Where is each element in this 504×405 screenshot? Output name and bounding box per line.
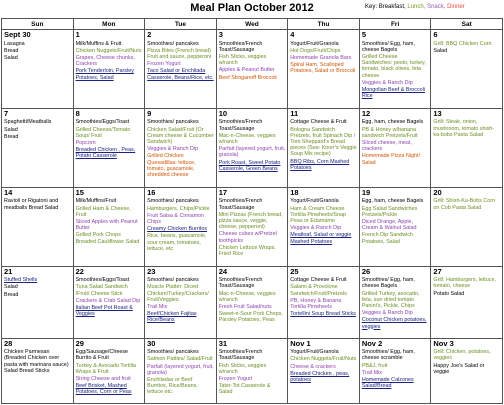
meal-entry: Chicken Lettuce Wraps, Fried Rice	[218, 244, 276, 257]
meal-entry: Grilled Pork Chops Breaded Cauliflower Salad	[75, 232, 140, 245]
day-cell	[73, 187, 145, 266]
meal-entry: Smoothies/ Egg, ham, cheese Bagels	[361, 277, 415, 290]
meal-entry: Chicken Nuggets/Fruit/Nuts	[75, 47, 142, 54]
weekday-wed: Wed	[216, 19, 288, 30]
meal-entry: Smoothies/Eggs/Toast	[75, 119, 130, 126]
meal-entry: Smoothies/French Toast/Sausage	[218, 277, 263, 290]
day-cell	[145, 266, 217, 338]
day-number: 21	[4, 266, 13, 276]
meal-entry: Smoothies/ pancakes	[147, 119, 199, 126]
meal-entry: Cheese & crackers	[290, 363, 336, 370]
meal-entry: Trail Mix	[147, 303, 168, 310]
day-number: 1	[75, 30, 80, 39]
day-number: 17	[218, 187, 228, 197]
day-cell	[2, 187, 74, 266]
meal-entry: Yogurt/Fruit/Granola	[290, 40, 339, 47]
day-cell	[288, 108, 360, 187]
meal-entry: Grill: BBQ Chicken Corn	[433, 40, 492, 47]
meal-entry: Grapes, Cheese chunks, Crackers	[75, 55, 135, 68]
day-cell	[216, 187, 288, 266]
meal-entry[interactable]: Breaded Chicken , peas, potatoes	[290, 370, 350, 384]
day-cell	[2, 266, 74, 338]
day-cell	[288, 338, 360, 403]
meal-entry[interactable]: Pork Tenderloin, Parsley Potatoes, Salad	[75, 68, 134, 81]
meal-entry: Grilled Chicken Quesadillas: lettuce, tomato, guacamole, shredded cheese	[147, 153, 196, 179]
meal-entry: Smoothies/ Egg, ham, cheese scramble	[361, 349, 415, 362]
meal-entry: Homemade Pizza Night! Salad	[361, 153, 420, 166]
meal-entry: String Cheese and fruit	[75, 376, 131, 383]
meal-entry: Hamburgers, Chips/Pickle	[147, 205, 210, 212]
key-breakfast: Breakfast,	[378, 4, 406, 10]
meal-entry: Parfait (layered yogurt, fruit, granola)	[147, 363, 214, 376]
meal-entry: Veggies & Ranch Dip	[147, 146, 199, 153]
day-number: 28	[4, 338, 13, 348]
meal-entry: Egg/Sausage/Cheese Burrito & Fruit	[75, 349, 129, 362]
day-cell	[216, 266, 288, 338]
meal-entry: Cheese cubes w/Pretzel toothpicks	[218, 231, 277, 244]
meal-entry: Smoothies/ pancakes	[147, 198, 199, 205]
meal-entry: Smoothies/ pancakes	[147, 349, 199, 356]
day-number: Nov 2	[361, 338, 383, 348]
meal-entry: Homemade Granola Bars	[290, 55, 352, 62]
day-number: 6	[433, 30, 438, 39]
day-number: 14	[4, 187, 13, 197]
weekday-header-row	[2, 19, 503, 30]
meal-entry[interactable]: Breaded Chicken , Peas, Potato Casserole	[75, 147, 136, 160]
meal-entry: Bread	[4, 133, 19, 140]
meal-entry: Chicken Salad/Fruit (Or Cream cheese & Cucumber Sandwich)	[147, 126, 214, 146]
day-number: 8	[75, 108, 80, 118]
meal-entry: Egg Salad Sandwiches Pretzels/Pickle	[361, 205, 418, 218]
meal-entry: Grill: Chicken, potatoes, veggies	[433, 349, 491, 362]
meal-entry: Salad	[433, 47, 448, 54]
meal-entry: Smoothies/ Egg, ham, cheese Bagels	[361, 40, 415, 53]
day-number: 20	[433, 187, 442, 197]
meal-entry: Parfait (layered yogurt, fruit, granola)	[218, 146, 286, 159]
meal-entry[interactable]: Beef Brisket, Mashed Potatoes, Corn or Peas	[75, 383, 132, 396]
meal-entry: Smoothies/French Toast/Sausage	[218, 349, 263, 362]
meal-entry: Crackers & Crab Salad Dip	[75, 297, 141, 304]
calendar-week-row	[2, 338, 503, 403]
day-cell	[359, 108, 431, 187]
weekday-fri: Fri	[359, 19, 431, 30]
day-cell	[359, 338, 431, 403]
meal-entry: Veggies & Ranch Dip	[290, 225, 342, 232]
meal-entry: Muscle Platter: Diced Chicken/Turkey/Crackers/ Fruit/Veggies	[147, 284, 209, 303]
day-number: 24	[218, 266, 228, 276]
day-cell	[216, 108, 288, 187]
meal-entry: Fish Sticks, veggies w/ranch	[218, 362, 267, 375]
day-number: 5	[361, 30, 366, 39]
meal-entry: Grilled Turkey, avocado, feta, sun dried tomato Panini's, Pickle, Chips	[361, 290, 420, 309]
day-number: 2	[147, 30, 152, 39]
day-number: 7	[4, 108, 9, 118]
meal-entry: Mac-n-Cheese, veggies w/ranch	[218, 290, 276, 303]
meal-entry: Egg, ham, cheese Bagels	[361, 119, 424, 126]
day-number: Nov 1	[290, 338, 311, 348]
meal-entry: Bread	[4, 291, 19, 298]
meal-entry: Smoothies/Eggs/Toast	[75, 277, 130, 284]
meal-entry: Sweet-n-Sour Pork Chops, Parsley Potatoes, Peas	[218, 311, 283, 324]
day-cell	[73, 338, 145, 403]
meal-entry: Tuna Salad Sandwich /Fruit/ Cheese Stick	[75, 284, 128, 297]
day-cell	[73, 266, 145, 338]
meal-entry: Mac-n-Cheese, veggies w/ranch	[218, 132, 276, 146]
meal-entry: Lasagna	[4, 40, 25, 47]
meal-entry: Grilled Ham & Cheese, Fruit	[75, 205, 131, 218]
day-number: 4	[290, 30, 295, 39]
day-number: 29	[75, 338, 84, 348]
meal-entry: PB, Honey & Banana Tortilla Pinwheels	[290, 297, 342, 310]
day-number: 23	[147, 266, 156, 276]
meal-entry: Pizza Bites (French bread) Fruit and sauce, pepperoni	[147, 47, 212, 61]
meal-entry: Smoothies/French Toast/Sausage	[218, 198, 263, 211]
day-cell	[288, 30, 360, 109]
meal-entry: Ham & Cream Cheese Tortilla Pinwheels/Snap Peas or Edamame	[290, 205, 346, 224]
day-cell	[359, 30, 431, 109]
calendar-week-row	[2, 30, 503, 109]
meal-entry: Salad	[4, 126, 18, 133]
day-cell	[145, 108, 217, 187]
meal-entry: Frozen Yogurt	[147, 61, 181, 68]
day-cell	[2, 108, 74, 187]
meal-entry: Ravioli or Rigatoni and meatballs Bread Salad	[4, 198, 59, 211]
weekday-tue: Tue	[145, 19, 217, 30]
meal-entry[interactable]: Meatloaf, Salad or veggie Mashed Potatoes	[290, 232, 352, 245]
day-cell	[73, 30, 145, 109]
day-cell	[359, 187, 431, 266]
meal-entry: Diced Orange, Apple, Cream & Walnut Salad	[361, 218, 417, 232]
day-number: 22	[75, 266, 84, 276]
calendar-body	[2, 30, 503, 404]
day-number: Nov 3	[433, 338, 454, 348]
day-number: 11	[290, 108, 299, 118]
page-title: Meal Plan October 2012	[190, 2, 314, 14]
meal-entry[interactable]: Creamy Chicken Burritos	[147, 226, 208, 233]
meal-entry: Salmon Patties/ Salad/Fruit	[147, 356, 213, 363]
day-number: 19	[361, 187, 371, 197]
meal-entry[interactable]: Beef/Chicken Fajitas Rice/Beans	[147, 311, 197, 324]
meal-entry: Sliced cheese, meat, crackers	[361, 140, 412, 153]
calendar-week-row	[2, 266, 503, 338]
meal-entry: Smoothies/ pancakes	[147, 277, 199, 284]
day-cell	[431, 187, 503, 266]
meal-entry[interactable]: Taco Salad or Enchilada Casserole, Beans/Rice, etc.	[147, 68, 214, 81]
meal-entry: Grilled Cheese/Tomato Soup/ Fruit	[75, 126, 131, 139]
meal-entry: Chicken Parmesan (Breaded Chicken over pasta with marinara sauce) Salad Bread Sticks	[4, 349, 69, 374]
day-number: 18	[290, 187, 299, 197]
meal-entry: Cottage Cheese & Fruit	[290, 119, 347, 126]
meal-entry: Chicken Nuggets/Fruit/Nuts	[290, 356, 357, 363]
meal-entry: Veggies & Ranch Dip	[361, 310, 413, 317]
day-number: 10	[218, 108, 228, 118]
meal-entry: Grill: Steak, onion, mushroom, tomato shish-ka-bobs Pasta Salad	[433, 119, 495, 138]
day-number: 15	[75, 187, 84, 197]
meal-entry: Grilled Cheese Sandwiches: pesto, turkey, tomato, black olives, feta cheese	[361, 54, 426, 79]
meal-entry: PB & Honey w/banana sandwich Pretzels/Fruit	[361, 126, 418, 139]
weekday-sun: Sun	[2, 19, 74, 30]
color-key	[365, 4, 465, 10]
meal-entry: Apples & Peanut Butter	[218, 67, 275, 74]
day-cell	[431, 30, 503, 109]
day-cell	[145, 187, 217, 266]
meal-entry: Frozen Yogurt	[218, 376, 253, 383]
day-number: 3	[218, 30, 223, 39]
meal-entry: Milk/Muffins/Fruit	[75, 198, 117, 205]
meal-entry: Salami & Provolone Sandwich/Fruit/Pretzels	[290, 284, 347, 297]
meal-entry: Rice, beans, guacamole, sour cream, tomatoes, lettuce, etc	[147, 233, 207, 252]
meal-entry: Tater-Tot Casserole & Salad	[218, 383, 271, 396]
day-number: 12	[361, 108, 371, 118]
meal-entry: Smoothies/French Toast/Sausage	[218, 40, 263, 53]
meal-entry: Happy Joe's Salad or veggie	[433, 362, 485, 375]
meal-entry: Grill: Hamburgers, lettuce, tomato, cheese	[433, 277, 496, 290]
day-cell	[288, 187, 360, 266]
day-number: 30	[147, 338, 156, 348]
meal-entry[interactable]: Stuffed Shells	[4, 277, 38, 284]
day-number: 13	[433, 108, 442, 118]
day-number: 25	[290, 266, 299, 276]
meal-entry[interactable]: BBQ Ribs, Corn Mashed Potatoes	[290, 158, 350, 171]
calendar-grid	[1, 18, 503, 404]
meal-entry: Smoothies/ pancakes	[147, 40, 199, 47]
meal-entry: Cottage Cheese & Fruit	[290, 277, 347, 284]
meal-entry: Yogurt/Fruit/Granola	[290, 198, 339, 205]
key-label: Key:	[365, 4, 378, 10]
meal-entry[interactable]: Homemade Calzones Salad/Bread	[361, 377, 414, 390]
day-number: Sept 30	[4, 30, 31, 39]
day-cell	[73, 108, 145, 187]
meal-entry: Turkey & Avocado Tortilla Wraps & Fruit	[75, 362, 136, 375]
day-number: 16	[147, 187, 156, 197]
meal-entry[interactable]: Tortellini Soup Bread Sticks	[290, 311, 356, 318]
day-cell	[431, 338, 503, 403]
day-cell	[145, 338, 217, 403]
meal-entry: Popcorn	[75, 140, 96, 147]
meal-entry[interactable]: Italian Beef Pot Roast & Veggies	[75, 304, 133, 318]
meal-entry: Veggies & Ranch Dip	[361, 79, 413, 86]
day-number: 31	[218, 338, 228, 348]
meal-entry: Enchiladas or Beef Burritos, Rice/Beans, lettuce etc.	[147, 377, 198, 396]
meal-entry: Spaghetti/Meatballs	[4, 119, 52, 126]
day-number: 27	[433, 266, 442, 276]
day-cell	[2, 338, 74, 403]
meal-entry: Beef Stroganoff Broccoli	[218, 74, 277, 81]
meal-entry: Bologna Sandwich Pretzels, fruit Spinach Dip / Tom Sheppard's Bread pieces (See: Knorr's Veggie Soup Mix recipe)	[290, 126, 357, 158]
meal-entry[interactable]: Mongolian Beef & Broccoli Rice	[361, 87, 426, 100]
meal-entry: Potato Salad	[433, 290, 465, 297]
meal-entry: Spiral Ham, Scalloped Potatoes, Salad or Broccoli	[290, 62, 356, 75]
day-cell	[145, 30, 217, 109]
day-number: 26	[361, 266, 371, 276]
meal-entry: PB&J, fruit	[361, 362, 388, 369]
day-cell	[431, 108, 503, 187]
calendar-week-row	[2, 187, 503, 266]
meal-entry: Egg, ham, cheese Bagels	[361, 198, 424, 205]
meal-entry: Fruit Salsa & Cinnamon Chips	[147, 212, 205, 225]
meal-entry: French Dip Sandwich Potatoes, Salad	[361, 232, 414, 245]
calendar-week-row	[2, 108, 503, 187]
meal-entry[interactable]: Coconut Chicken potatoes, veggies	[361, 317, 427, 330]
day-cell	[216, 30, 288, 109]
meal-entry: Fish Sticks, veggies w/ranch	[218, 54, 267, 67]
weekday-thu: Thu	[288, 19, 360, 30]
meal-entry: Fresh Fruit Salad/nuts	[218, 303, 272, 310]
meal-entry[interactable]: Pork Roast, Sweet Potato Casserole, Green Beans	[218, 159, 281, 172]
key-lunch: Lunch,	[407, 4, 426, 10]
meal-entry: Salad	[4, 55, 18, 62]
weekday-sat: Sat	[431, 19, 503, 30]
weekday-mon: Mon	[73, 19, 145, 30]
meal-entry: Hot Dogs/Fruit/Chips	[290, 47, 341, 54]
meal-entry: Grill: Shish-Ka-Bobs Corn on Cob Pasta Salad	[433, 198, 496, 211]
meal-entry: Milk/Muffins & Fruit	[75, 40, 122, 47]
day-cell	[216, 338, 288, 403]
day-cell	[288, 266, 360, 338]
meal-entry: Trail Mix	[361, 369, 382, 376]
meal-entry: Yogurt/Fruit/Granola	[290, 349, 339, 356]
key-dinner: Dinner	[447, 4, 465, 10]
day-cell	[2, 30, 74, 109]
day-number: 9	[147, 108, 152, 118]
meal-entry: Bread	[4, 47, 19, 54]
meal-entry: Sliced Apples with Peanut Butter	[75, 218, 138, 232]
key-snack: Snack,	[427, 4, 446, 10]
day-cell	[431, 266, 503, 338]
meal-entry: Mini Pizzas (French bread, pizza sauce, veggie, cheese, pepperoni)	[218, 211, 283, 231]
meal-entry: Smoothies/French Toast/Sausage	[218, 119, 263, 132]
day-cell	[359, 266, 431, 338]
meal-entry: Salad	[4, 284, 18, 291]
